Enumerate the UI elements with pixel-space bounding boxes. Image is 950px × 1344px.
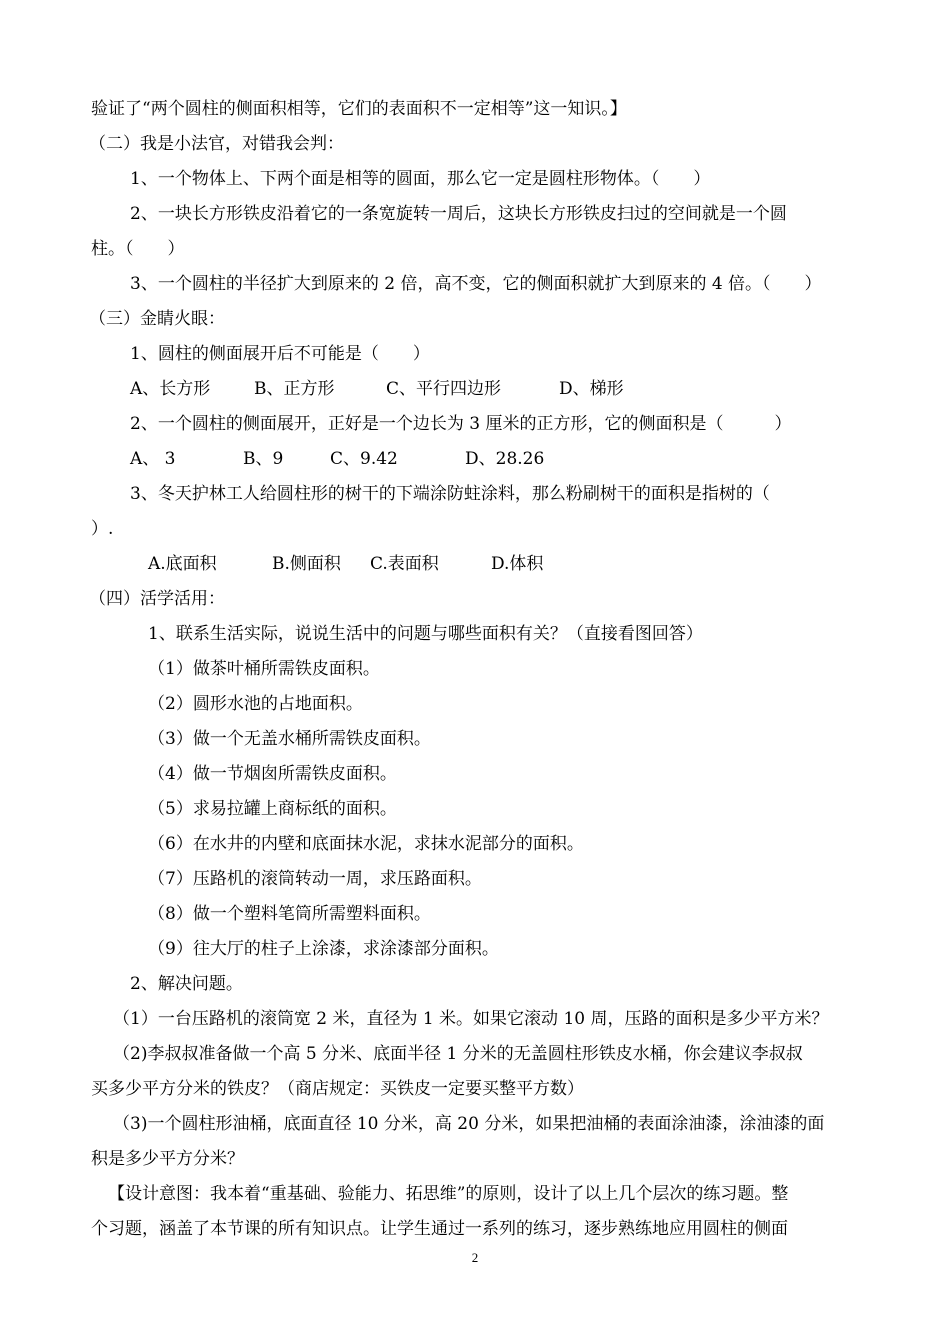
list-item: （1）做茶叶桶所需铁皮面积。 [148, 659, 380, 679]
question: 1、圆柱的侧面展开后不可能是（ ） [130, 344, 430, 364]
list-item: （9）往大厅的柱子上涂漆，求涂漆部分面积。 [148, 939, 499, 959]
list-item: （3）做一个无盖水桶所需铁皮面积。 [148, 729, 431, 749]
text-line: 验证了“两个圆柱的侧面积相等，它们的表面积不一定相等”这一知识。】 [91, 99, 627, 119]
list-item: （8）做一个塑料笔筒所需塑料面积。 [148, 904, 431, 924]
question: 1、联系生活实际，说说生活中的问题与哪些面积有关？（直接看图回答） [148, 624, 703, 644]
question: 1、一个物体上、下两个面是相等的圆面，那么它一定是圆柱形物体。（ ） [130, 169, 711, 189]
option-a: A.底面积 [148, 554, 217, 574]
list-item: （5）求易拉罐上商标纸的面积。 [148, 799, 397, 819]
problem-continued: 积是多少平方分米？ [91, 1149, 244, 1169]
question-continued: 柱。（ ） [91, 239, 185, 259]
question: 3、一个圆柱的半径扩大到原来的 2 倍，高不变，它的侧面积就扩大到原来的 4 倍。（ ） [130, 274, 822, 294]
problem: （1）一台压路机的滚筒宽 2 米，直径为 1 米。如果它滚动 10 周，压路的面积是多少平方米？ [113, 1009, 829, 1029]
design-note-continued: 个习题，涵盖了本节课的所有知识点。让学生通过一系列的练习，逐步熟练地应用圆柱的侧面 [91, 1219, 788, 1239]
problem: （3)一个圆柱形油桶，底面直径 10 分米，高 20 分米，如果把油桶的表面涂油漆，涂油漆的面 [113, 1114, 825, 1134]
list-item: （6）在水井的内壁和底面抹水泥，求抹水泥部分的面积。 [148, 834, 584, 854]
option-d: D、梯形 [559, 379, 624, 399]
section-heading: （二）我是小法官，对错我会判： [89, 134, 344, 154]
question-continued: ）. [91, 519, 114, 539]
problem: （2)李叔叔准备做一个高 5 分米、底面半径 1 分米的无盖圆柱形铁皮水桶，你会建议李叔叔 [113, 1044, 803, 1064]
question: 2、解决问题。 [130, 974, 243, 994]
list-item: （7）压路机的滚筒转动一周，求压路面积。 [148, 869, 482, 889]
list-item: （4）做一节烟囱所需铁皮面积。 [148, 764, 397, 784]
option-c: C、9.42 [330, 449, 398, 469]
option-d: D、28.26 [465, 449, 545, 469]
section-heading: （四）活学活用： [89, 589, 225, 609]
question: 2、一个圆柱的侧面展开，正好是一个边长为 3 厘米的正方形，它的侧面积是（ ） [130, 414, 792, 434]
option-a: A、长方形 [130, 379, 211, 399]
list-item: （2）圆形水池的占地面积。 [148, 694, 363, 714]
option-a: A、 3 [130, 449, 176, 469]
option-c: C.表面积 [370, 554, 439, 574]
problem-continued: 买多少平方分米的铁皮？（商店规定：买铁皮一定要买整平方数） [91, 1079, 584, 1099]
question: 2、一块长方形铁皮沿着它的一条宽旋转一周后，这块长方形铁皮扫过的空间就是一个圆 [130, 204, 787, 224]
option-c: C、平行四边形 [386, 379, 502, 399]
page-number: 2 [471, 1250, 479, 1265]
option-b: B、9 [243, 449, 284, 469]
question: 3、冬天护林工人给圆柱形的树干的下端涂防蛀涂料，那么粉刷树干的面积是指树的（ [130, 484, 770, 504]
option-b: B、正方形 [254, 379, 335, 399]
section-heading: （三）金睛火眼： [89, 309, 225, 329]
option-b: B.侧面积 [272, 554, 341, 574]
design-note: 【设计意图：我本着“重基础、验能力、拓思维”的原则，设计了以上几个层次的练习题。整 [108, 1184, 789, 1204]
option-d: D.体积 [491, 554, 544, 574]
